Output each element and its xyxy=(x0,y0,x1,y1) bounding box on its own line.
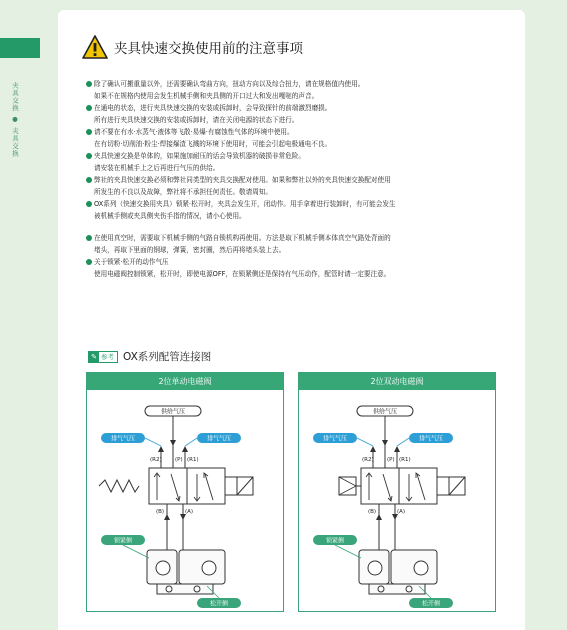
piping-diagram-single xyxy=(87,390,283,611)
note-line: 弊社的夹具快速交换必须和弊社同类型的夹具交换配对使用。如果和弊社以外的夹具快速交换配对使用 xyxy=(94,176,391,184)
bullet-icon xyxy=(86,129,92,135)
note-line: 所有进行夹具快速交换的安装或拆卸时，请在关闭电源的状态下进行。 xyxy=(94,116,299,124)
title-text: 夹具快速交换使用前的注意事项 xyxy=(114,41,303,57)
bullet-icon xyxy=(86,259,92,265)
note-line: OX系列（快速交换用夹具）锁紧·松开时，夹具会发生开，闭动作。用手拿着进行装卸时，有可能会发生 xyxy=(94,200,396,208)
reference-heading xyxy=(88,349,211,364)
bullet-icon xyxy=(86,201,92,207)
panel-title: 2位双动电磁阀 xyxy=(299,373,495,390)
note-line: 被机械手侧或夹具侧夹伤手指的情况，请小心使用。 xyxy=(94,212,246,220)
exhaust-label-left: 排气气压 xyxy=(110,435,136,443)
side-label: 夹具交换 ● 夹具交换 xyxy=(11,82,19,158)
unlock-side-tag: 松开侧 xyxy=(421,600,441,608)
note-item xyxy=(86,174,496,198)
note-line: 夹具快速交换是单体的，如果施加耐压的话会导致机器的破损非常危险。 xyxy=(94,152,305,160)
bullet-icon xyxy=(86,235,92,241)
note-line: 在有切粉·切削油·粉尘·焊接爆渣飞溅的环境下使用时，可能会引起电极通电不良。 xyxy=(94,140,332,148)
port-p-label: (P) xyxy=(387,457,395,463)
note-item xyxy=(86,102,496,126)
exhaust-label-right: 排气气压 xyxy=(418,435,444,443)
port-b-label: (B) xyxy=(368,509,377,515)
bullet-icon xyxy=(86,153,92,159)
port-a-label: (A) xyxy=(185,509,194,515)
page-sheet xyxy=(58,10,525,630)
warning-icon xyxy=(82,35,108,59)
note-line: 请安装在机械手上之后再进行气压的供给。 xyxy=(94,164,220,172)
note-line: 所发生的不良以及故障，弊社将不承担任何责任。敬请周知。 xyxy=(94,188,273,196)
note-item xyxy=(86,198,496,222)
reference-badge xyxy=(88,351,118,363)
bullet-icon xyxy=(86,105,92,111)
lock-side-tag: 锁紧侧 xyxy=(113,537,133,545)
reference-title: OX系列配管连接图 xyxy=(123,351,212,363)
note-item xyxy=(86,126,496,150)
exhaust-label-left: 排气气压 xyxy=(322,435,348,443)
page-title xyxy=(82,34,303,60)
reference-badge-label: 参考 xyxy=(101,353,114,361)
reference-icon: ✎ xyxy=(89,352,99,362)
note-item xyxy=(86,256,496,280)
note-line: 在通电的状态，进行夹具快速交换的安装或拆卸时，会导致探针的前端激烈磨损。 xyxy=(94,104,332,112)
note-line: 堵头，再取下里面的钢球，弹簧，密封圈，然后再将堵头装上去。 xyxy=(94,246,286,254)
bullet-icon xyxy=(86,177,92,183)
note-line: 关于锁紧·松开的动作气压 xyxy=(94,258,169,266)
note-item xyxy=(86,150,496,174)
note-line: 如果不在规格内使用会发生机械手侧和夹具侧的开口过大和发出嘎哒的声音。 xyxy=(94,92,319,100)
note-line: 请不要在有水·水蒸气·液体等飞散·易爆·有腐蚀性气体的环境中使用。 xyxy=(94,128,294,136)
piping-diagram-double xyxy=(299,390,495,611)
port-r2-label: (R2) xyxy=(150,457,162,463)
port-p-label: (P) xyxy=(175,457,183,463)
supply-label: 供给气压 xyxy=(372,408,398,416)
port-b-label: (B) xyxy=(156,509,165,515)
port-r2-label: (R2) xyxy=(362,457,374,463)
note-line: 在使用真空时，需要取下机械手侧的气路自锁机构再使用。方法是取下机械手侧本体真空气路处背面的 xyxy=(94,234,391,242)
unlock-side-tag: 松开侧 xyxy=(209,600,229,608)
note-line: 除了确认可搬重量以外，还需要确认弯曲方向，扭动方向以及综合扭力，请在规格值内使用。 xyxy=(94,80,365,88)
note-line: 使用电磁阀控制锁紧，松开时，即使电源OFF，在锁紧侧还是保持有气压动作，配管时请一定要注意。 xyxy=(94,270,391,278)
port-r1-label: (R1) xyxy=(399,457,411,463)
panel-double-solenoid xyxy=(298,372,496,612)
lock-side-tag: 锁紧侧 xyxy=(325,537,345,545)
note-item xyxy=(86,78,496,102)
note-item xyxy=(86,232,496,256)
side-tab xyxy=(0,38,40,58)
supply-label: 供给气压 xyxy=(160,408,186,416)
exhaust-label-right: 排气气压 xyxy=(206,435,232,443)
port-a-label: (A) xyxy=(397,509,406,515)
panel-title: 2位单动电磁阀 xyxy=(87,373,283,390)
port-r1-label: (R1) xyxy=(187,457,199,463)
bullet-icon xyxy=(86,81,92,87)
panel-single-solenoid xyxy=(86,372,284,612)
notes-gap xyxy=(86,222,496,232)
notes-list xyxy=(86,78,496,280)
